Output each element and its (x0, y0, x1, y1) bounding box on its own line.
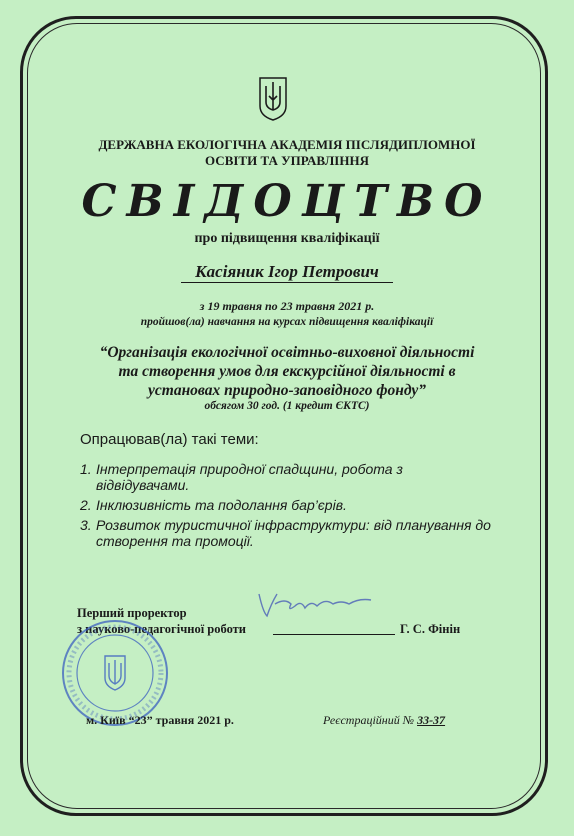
topic-text: Інклюзивність та подолання бар’єрів. (96, 497, 347, 513)
course-title (0, 343, 574, 400)
recipient-name-text: Касіяник Ігор Петрович (181, 262, 393, 283)
signatory-role-line-1: Перший проректор (77, 606, 187, 620)
topic-number: 2. (80, 497, 92, 513)
official-seal-icon (60, 618, 170, 728)
course-line-3: установах природно-заповідного фонду” (148, 382, 426, 399)
academy-name (0, 137, 574, 169)
signature-line (273, 634, 395, 635)
topics-list (80, 461, 500, 553)
certificate-subtitle: про підвищення кваліфікації (194, 231, 380, 246)
issue-place-date: м. Київ “23” травня 2021 р. (86, 713, 234, 727)
course-line-2: та створення умов для екскурсійної діяльності в (118, 363, 456, 380)
registration-value: 33-37 (417, 713, 446, 727)
signatory-role-line-2: з науково-педагогічної роботи (77, 622, 247, 636)
recipient-name (0, 262, 574, 282)
handwritten-signature (255, 590, 375, 620)
signatory-name: Г. С. Фінін (400, 622, 461, 636)
course-dates: з 19 травня по 23 травня 2021 р. (199, 299, 375, 313)
topics-heading: Опрацював(ла) такі теми: (80, 431, 259, 448)
topic-number: 1. (80, 461, 92, 477)
course-line-1: “Організація екологічної освітньо-виховної діяльності (99, 344, 475, 361)
completed-statement: пройшов(ла) навчання на курсах підвищення кваліфікації (140, 316, 434, 328)
coat-of-arms-icon (258, 76, 288, 122)
list-item (80, 461, 500, 493)
course-volume: обсягом 30 год. (1 кредит ЄКТС) (204, 400, 370, 412)
academy-line-2: ОСВІТИ ТА УПРАВЛІННЯ (205, 153, 369, 168)
topic-text: Розвиток туристичної інфраструктури: від планування до створення та промоції. (96, 517, 491, 549)
certificate-title: СВІДОЦТВО (81, 176, 493, 227)
academy-line-1: ДЕРЖАВНА ЕКОЛОГІЧНА АКАДЕМІЯ ПІСЛЯДИПЛОМНОЇ (98, 137, 476, 152)
list-item (80, 517, 500, 549)
registration-label: Реєстраційний № (323, 713, 415, 727)
registration-number (323, 713, 445, 728)
list-item (80, 497, 500, 513)
topic-number: 3. (80, 517, 92, 533)
topic-text: Інтерпретація природної спадщини, робота з відвідувачами. (96, 461, 403, 493)
